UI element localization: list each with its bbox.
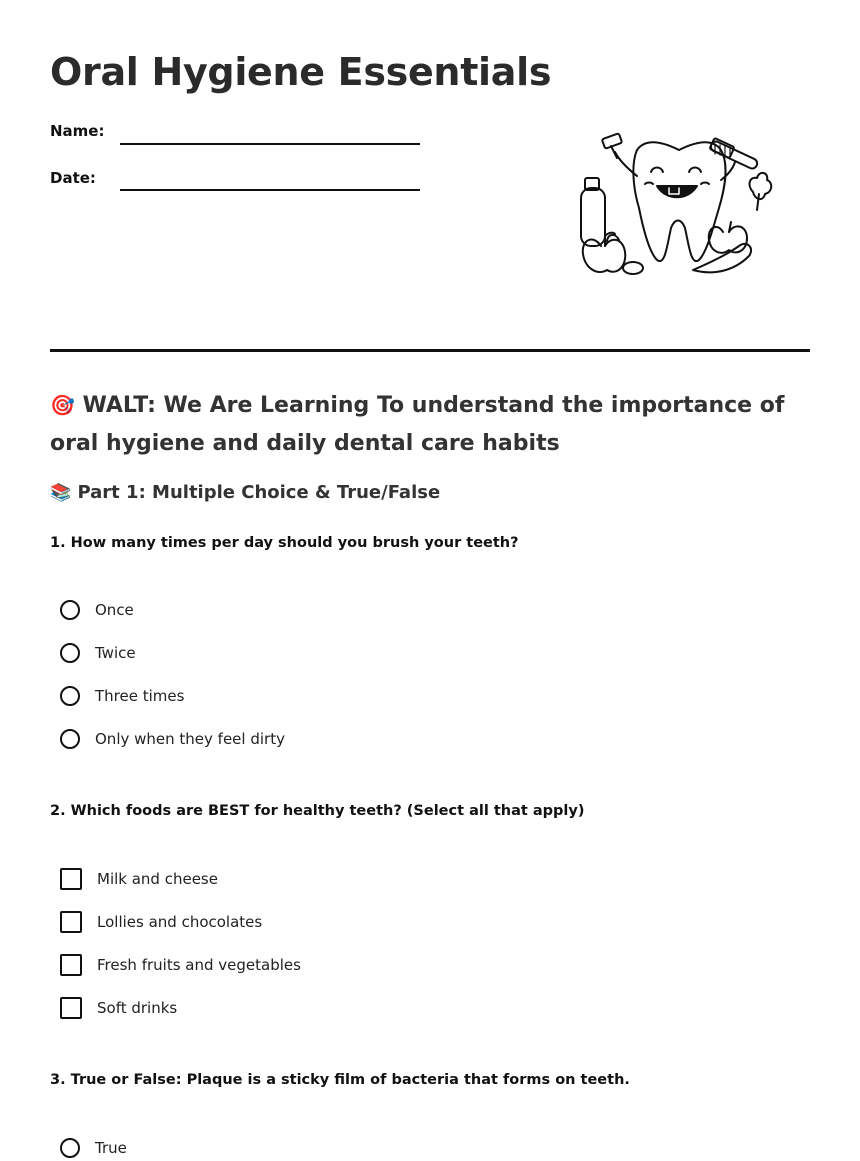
question-2-option[interactable]: [60, 995, 177, 1021]
target-icon: 🎯: [50, 393, 75, 417]
option-label: Milk and cheese: [97, 870, 218, 888]
option-label: Twice: [95, 644, 136, 662]
radio-button[interactable]: [60, 643, 80, 663]
checkbox[interactable]: [60, 868, 82, 890]
question-3: 3. True or False: Plaque is a sticky film of bacteria that forms on teeth.: [50, 1072, 630, 1088]
part1-heading-text: Part 1: Multiple Choice & True/False: [77, 482, 441, 503]
option-label: Fresh fruits and vegetables: [97, 956, 301, 974]
part1-heading: [50, 482, 440, 503]
happy-tooth-illustration: [575, 128, 780, 280]
option-label: Once: [95, 601, 134, 619]
question-2-option[interactable]: [60, 866, 218, 892]
question-2-option[interactable]: [60, 952, 301, 978]
radio-button[interactable]: [60, 729, 80, 749]
question-1-option[interactable]: [60, 726, 285, 752]
walt-heading: [50, 386, 810, 463]
option-label: Lollies and chocolates: [97, 913, 263, 931]
question-1: 1. How many times per day should you brush your teeth?: [50, 535, 519, 551]
question-1-option[interactable]: [60, 597, 134, 623]
name-label: Name:: [50, 122, 105, 140]
option-label: Only when they feel dirty: [95, 730, 285, 748]
date-input-line[interactable]: [120, 189, 420, 191]
radio-button[interactable]: [60, 686, 80, 706]
option-label: Three times: [95, 687, 185, 705]
question-2: 2. Which foods are BEST for healthy teeth? (Select all that apply): [50, 803, 585, 819]
radio-button[interactable]: [60, 600, 80, 620]
option-label: Soft drinks: [97, 999, 178, 1017]
question-1-option[interactable]: [60, 640, 136, 666]
name-input-line[interactable]: [120, 143, 420, 145]
date-label: Date:: [50, 169, 96, 187]
walt-text: WALT: We Are Learning To understand the importance of oral hygiene and daily dental care habits: [50, 393, 785, 456]
question-2-option[interactable]: [60, 909, 262, 935]
checkbox[interactable]: [60, 911, 82, 933]
books-icon: 📚: [50, 483, 72, 503]
option-label: True: [95, 1139, 127, 1157]
checkbox[interactable]: [60, 954, 82, 976]
checkbox[interactable]: [60, 997, 82, 1019]
worksheet-title: Oral Hygiene Essentials: [50, 50, 552, 94]
question-1-option[interactable]: [60, 683, 184, 709]
section-divider: [50, 349, 810, 352]
radio-button[interactable]: [60, 1138, 80, 1158]
question-3-option[interactable]: [60, 1135, 127, 1161]
